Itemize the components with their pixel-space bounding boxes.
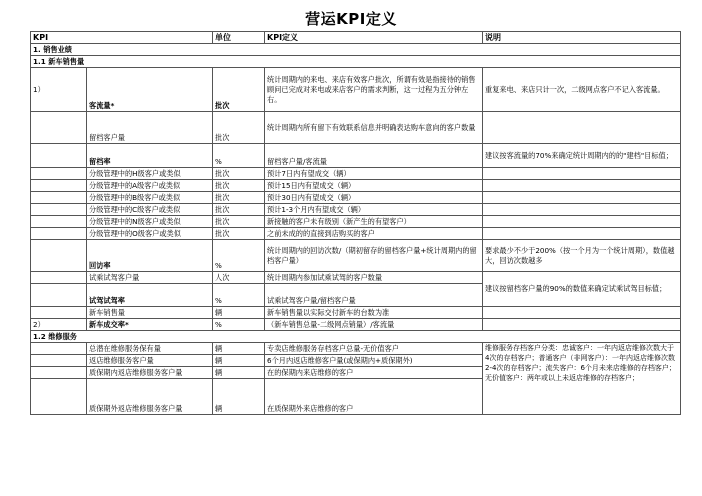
note-cell: 重复来电、来店只计一次，二级网点客户不记入客流量。 xyxy=(483,68,681,112)
note-cell: 要求最少不少于200%（按一个月为一个统计周期），数值越大，回访次数越多 xyxy=(483,240,681,272)
kpi-name: 试乘试驾客户量 xyxy=(87,272,213,284)
section-row xyxy=(31,331,681,343)
table-row xyxy=(31,68,681,112)
kpi-name: 试驾试驾率 xyxy=(87,284,213,307)
unit-cell: 人次 xyxy=(213,272,265,284)
table-row xyxy=(31,307,681,319)
kpi-name: 客流量* xyxy=(87,68,213,112)
table-row xyxy=(31,343,681,355)
unit-cell: % xyxy=(213,284,265,307)
definition-cell: 预计30日内有望成交（辆） xyxy=(265,192,483,204)
kpi-name: 新车销售量 xyxy=(87,307,213,319)
kpi-table xyxy=(30,31,681,415)
definition-cell: 新接触的客户未有级别（新产生的有望客户） xyxy=(265,216,483,228)
definition-cell: 统计周期内参加试乘试驾的客户数量 xyxy=(265,272,483,284)
definition-cell: 试乘试驾客户量/留档客户量 xyxy=(265,284,483,307)
table-row xyxy=(31,228,681,240)
table-row xyxy=(31,180,681,192)
header-definition: KPI定义 xyxy=(265,32,483,44)
definition-cell: 专卖店维修服务存档客户总量-无价值客户 xyxy=(265,343,483,355)
definition-cell: 统计周期内的来电、来店有效客户批次，所谓有效是指接待的销售顾问已完成对来电或来店客户的需求判断，这一过程为五分钟左右。 xyxy=(265,68,483,112)
unit-cell: 批次 xyxy=(213,204,265,216)
table-row xyxy=(31,272,681,284)
page-title: 营运KPI定义 xyxy=(305,10,397,28)
kpi-name: 质保期内返店维修服务客户量 xyxy=(87,367,213,379)
note-cell: 维修服务存档客户分类：忠诚客户：一年内返店维修次数大于4次的存档客户；普通客户（非网客户）：一年内返店维修次数2-4次的存档客户；流失客户：6个月未来店维修的存档客户；无价值客户：两年或以上未返店维修的存档客户； xyxy=(483,343,681,415)
definition-cell: 预计15日内有望成交（辆） xyxy=(265,180,483,192)
definition-cell: （新车销售总量-二级网点销量）/客流量 xyxy=(265,319,483,331)
definition-cell: 预计1-3个月内有望成交（辆） xyxy=(265,204,483,216)
unit-cell: % xyxy=(213,240,265,272)
unit-cell: 批次 xyxy=(213,68,265,112)
definition-cell: 新车销售量以实际交付新车的台数为准 xyxy=(265,307,483,319)
section-title: 1.2 维修服务 xyxy=(31,331,681,343)
row-number: 1） xyxy=(31,68,87,112)
unit-cell: 批次 xyxy=(213,112,265,144)
kpi-name: 新车成交率* xyxy=(87,319,213,331)
table-row xyxy=(31,144,681,168)
table-row xyxy=(31,204,681,216)
unit-cell: 批次 xyxy=(213,168,265,180)
table-row xyxy=(31,319,681,331)
kpi-name: 留档率 xyxy=(87,144,213,168)
unit-cell: 辆 xyxy=(213,343,265,355)
header-note: 说明 xyxy=(483,32,681,44)
header-kpi: KPI xyxy=(31,32,213,44)
kpi-name: 回访率 xyxy=(87,240,213,272)
table-row xyxy=(31,192,681,204)
definition-cell: 统计周期内的回访次数/（期初留存的留档客户量+统计周期内的留档客户量） xyxy=(265,240,483,272)
kpi-name: 分级管理中的H级客户或类似 xyxy=(87,168,213,180)
kpi-name: 分级管理中的B级客户或类似 xyxy=(87,192,213,204)
table-row xyxy=(31,216,681,228)
unit-cell: 批次 xyxy=(213,192,265,204)
kpi-name: 留档客户量 xyxy=(87,112,213,144)
table-row xyxy=(31,168,681,180)
note-cell: 建议按客流量的70%来确定统计周期内的的"建档"目标值； xyxy=(483,144,681,168)
definition-cell: 之前未成的的直接到店购买的客户 xyxy=(265,228,483,240)
kpi-name: 分级管理中的C级客户或类似 xyxy=(87,204,213,216)
unit-cell: 批次 xyxy=(213,216,265,228)
kpi-name: 质保期外返店维修服务客户量 xyxy=(87,379,213,415)
definition-cell: 6个月内返店维修客户量(或保期内+质保期外) xyxy=(265,355,483,367)
unit-cell: 辆 xyxy=(213,355,265,367)
unit-cell: % xyxy=(213,144,265,168)
definition-cell: 在质保期外来店维修的客户 xyxy=(265,379,483,415)
definition-cell: 统计周期内所有留下有效联系信息并明确表达购车意向的客户数量 xyxy=(265,112,483,144)
table-row xyxy=(31,240,681,272)
section-row xyxy=(31,56,681,68)
definition-cell: 留档客户量/客流量 xyxy=(265,144,483,168)
table-row xyxy=(31,112,681,144)
kpi-name: 分级管理中的O级客户或类似 xyxy=(87,228,213,240)
unit-cell: 辆 xyxy=(213,307,265,319)
definition-cell: 在的保期内来店维修的客户 xyxy=(265,367,483,379)
unit-cell: 辆 xyxy=(213,367,265,379)
kpi-name: 总潜在维修服务保有量 xyxy=(87,343,213,355)
unit-cell: 批次 xyxy=(213,228,265,240)
unit-cell: % xyxy=(213,319,265,331)
table-header-row xyxy=(31,32,681,44)
definition-cell: 预计7日内有望成交（辆） xyxy=(265,168,483,180)
section-title: 1.1 新车销售量 xyxy=(31,56,681,68)
kpi-name: 分级管理中的N级客户或类似 xyxy=(87,216,213,228)
section-row xyxy=(31,44,681,56)
kpi-name: 分级管理中的A级客户或类似 xyxy=(87,180,213,192)
header-unit: 单位 xyxy=(213,32,265,44)
kpi-name: 返店维修服务客户量 xyxy=(87,355,213,367)
unit-cell: 辆 xyxy=(213,379,265,415)
section-title: 1. 销售业绩 xyxy=(31,44,681,56)
note-cell: 建议按留档客户量的90%的数值来确定试乘试驾目标值； xyxy=(483,272,681,307)
row-number: 2） xyxy=(31,319,87,331)
unit-cell: 批次 xyxy=(213,180,265,192)
